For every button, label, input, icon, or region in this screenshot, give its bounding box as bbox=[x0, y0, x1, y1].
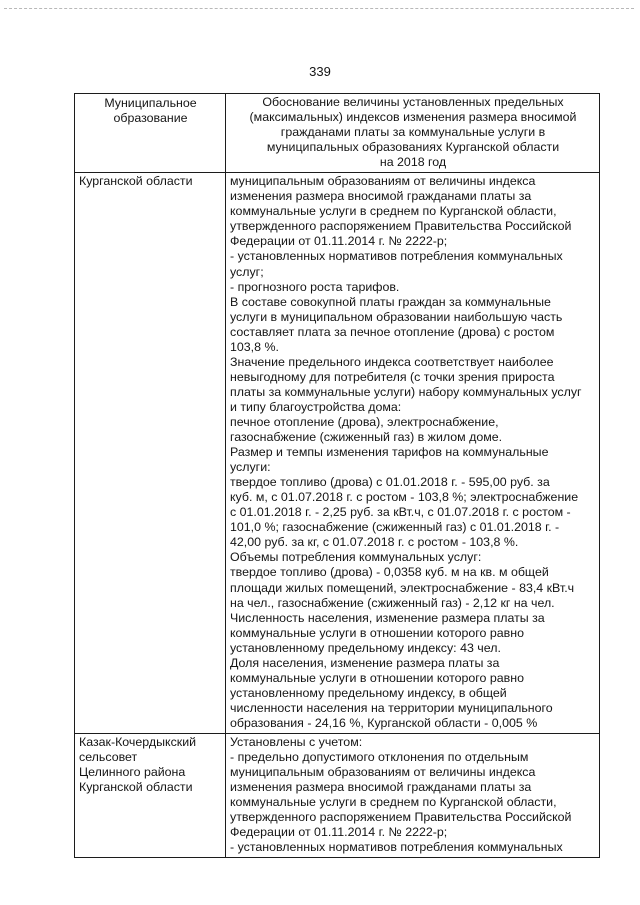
text-line: куб. м, с 01.07.2018 г. с ростом - 103,8 %; электроснабжение bbox=[230, 490, 579, 505]
text-line: численности населения на территории муниципального bbox=[230, 700, 553, 715]
table-row bbox=[75, 733, 600, 857]
text-line: невыгодному для потребителя (с точки зрения прироста bbox=[230, 369, 555, 384]
text-line: - предельно допустимого отклонения по отдельным bbox=[230, 750, 529, 765]
justification-cell bbox=[226, 173, 600, 734]
text-line: установленному предельному индексу: 43 чел. bbox=[230, 640, 501, 655]
text-line: твердое топливо (дрова) с 01.01.2018 г. - 595,00 руб. за bbox=[230, 475, 550, 490]
table-row bbox=[75, 173, 600, 734]
text-line: сельсовет bbox=[79, 750, 138, 765]
text-line: твердое топливо (дрова) - 0,0358 куб. м на кв. м общей bbox=[230, 565, 549, 580]
text-line: платы за коммунальные услуги) набору коммунальных услуг bbox=[230, 384, 582, 399]
text-line: муниципальным образованиям от величины индекса bbox=[230, 765, 536, 780]
text-line: и типу благоустройства дома: bbox=[230, 399, 402, 414]
text-line: с 01.01.2018 г. - 2,25 руб. за кВт.ч, с 01.07.2018 г. с ростом - bbox=[230, 505, 571, 520]
header-justification bbox=[226, 94, 600, 173]
text-line: изменения размера вносимой гражданами платы за bbox=[230, 189, 532, 204]
justification-cell bbox=[226, 733, 600, 857]
text-line: коммунальные услуги в среднем по Курганской области, bbox=[230, 204, 557, 219]
text-line: утвержденного распоряжением Правительства Российской bbox=[230, 219, 572, 234]
text-line: муниципальным образованиям от величины индекса bbox=[230, 174, 536, 189]
text-line: на чел., газоснабжение (сжиженный газ) - 2,12 кг на чел. bbox=[230, 595, 555, 610]
text-line: В составе совокупной платы граждан за коммунальные bbox=[230, 294, 551, 309]
municipality-cell bbox=[75, 733, 226, 857]
text-line: газоснабжение (сжиженный газ) в жилом доме. bbox=[230, 430, 503, 445]
text-line: площади жилых помещений, электроснабжение - 83,4 кВт.ч bbox=[230, 580, 575, 595]
text-line: Размер и темпы изменения тарифов на коммунальные bbox=[230, 445, 549, 460]
text-line: (максимальных) индексов изменения размера вносимой bbox=[249, 110, 577, 125]
text-line: Установлены с учетом: bbox=[230, 734, 363, 749]
text-line: изменения размера вносимой гражданами платы за bbox=[230, 780, 532, 795]
text-line: коммунальные услуги в отношении которого равно bbox=[230, 670, 524, 685]
text-line: Целинного района bbox=[79, 765, 186, 780]
municipality-cell bbox=[75, 173, 226, 734]
text-line: образование bbox=[113, 111, 188, 126]
text-line: 42,00 руб. за кг, с 01.07.2018 г. с ростом - 103,8 %. bbox=[230, 535, 519, 550]
text-line: на 2018 год bbox=[379, 155, 447, 170]
text-line: установленному предельному индексу, в общей bbox=[230, 685, 507, 700]
page-number: 339 bbox=[309, 64, 331, 79]
text-line: Муниципальное bbox=[104, 96, 197, 110]
text-line: Объемы потребления коммунальных услуг: bbox=[230, 550, 482, 565]
text-line: 103,8 %. bbox=[230, 339, 279, 354]
text-line: - установленных нормативов потребления коммунальных bbox=[230, 249, 563, 264]
table-header-row bbox=[75, 94, 600, 173]
text-line: коммунальные услуги в среднем по Курганской области, bbox=[230, 795, 557, 810]
text-line: услуги: bbox=[230, 460, 271, 475]
text-line: Значение предельного индекса соответствует наиболее bbox=[230, 354, 554, 369]
text-line: Курганской области bbox=[79, 174, 193, 189]
text-line: Численность населения, изменение размера платы за bbox=[230, 610, 545, 625]
text-line: Курганской области bbox=[79, 780, 193, 795]
header-municipality bbox=[75, 94, 226, 173]
text-line: утвержденного распоряжением Правительства Российской bbox=[230, 810, 572, 825]
text-line: гражданами платы за коммунальные услуги в bbox=[280, 125, 546, 140]
text-line: Обоснование величины установленных предельных bbox=[262, 95, 564, 109]
text-line: муниципальных образованиях Курганской области bbox=[266, 140, 560, 155]
text-line: Казак-Кочердыкский bbox=[79, 734, 197, 749]
justification-table bbox=[74, 93, 600, 858]
text-line: услуг; bbox=[230, 264, 264, 279]
text-line: печное отопление (дрова), электроснабжение, bbox=[230, 414, 499, 429]
text-line: услуги в муниципальном образовании наибольшую часть bbox=[230, 309, 563, 324]
scan-top-edge bbox=[4, 8, 634, 9]
text-line: - установленных нормативов потребления коммунальных bbox=[230, 840, 563, 855]
text-line: Доля населения, изменение размера платы за bbox=[230, 655, 500, 670]
text-line: образования - 24,16 %, Курганской области - 0,005 % bbox=[230, 715, 538, 730]
text-line: составляет плата за печное отопление (дрова) с ростом bbox=[230, 324, 555, 339]
text-line: Федерации от 01.11.2014 г. № 2222-р; bbox=[230, 825, 448, 840]
text-line: - прогнозного роста тарифов. bbox=[230, 279, 400, 294]
text-line: 101,0 %; газоснабжение (сжиженный газ) с 01.01.2018 г. - bbox=[230, 520, 560, 535]
text-line: Федерации от 01.11.2014 г. № 2222-р; bbox=[230, 234, 448, 249]
text-line: коммунальные услуги в отношении которого равно bbox=[230, 625, 524, 640]
